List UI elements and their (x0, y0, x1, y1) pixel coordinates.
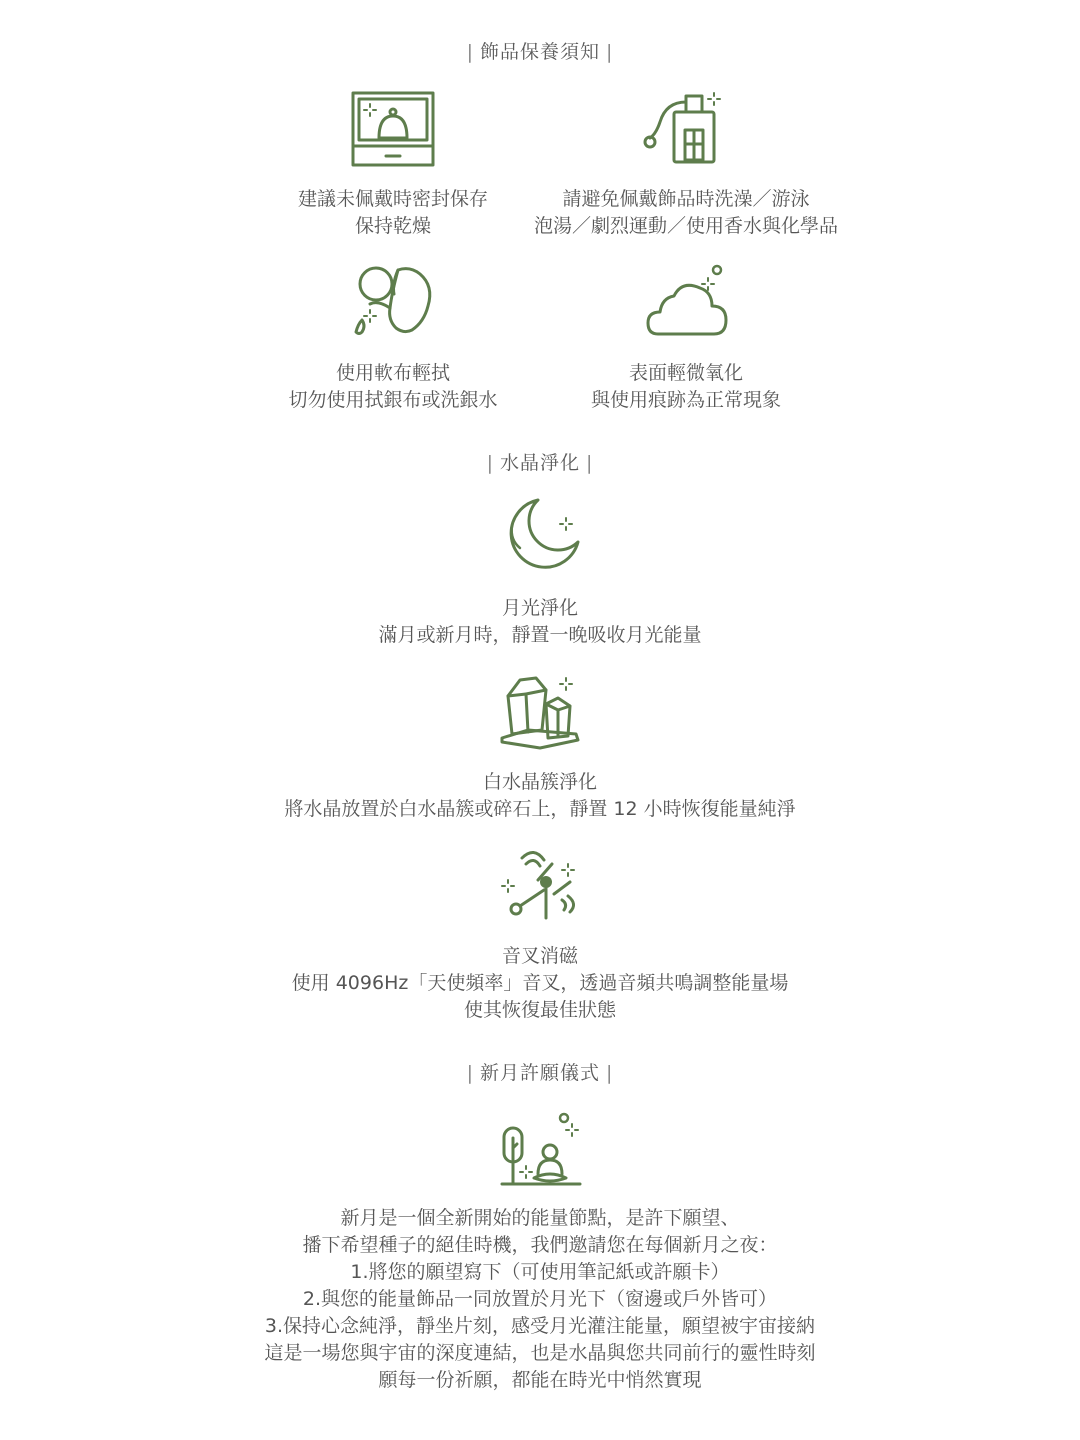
care-heading: | 飾品保養須知 | (466, 41, 614, 63)
care-item-3: 使用軟布輕拭 切勿使用拭銀布或洗銀水 (288, 362, 498, 411)
purify-item-moonlight: 月光淨化 滿月或新月時，靜置一晚吸收月光能量 (378, 597, 702, 646)
ritual-heading: | 新月許願儀式 | (466, 1062, 614, 1084)
ritual-text: 新月是一個全新開始的能量節點，是許下願望、 播下希望種子的絕佳時機，我們邀請您在每個新月之夜： 1.將您的願望寫下（可使用筆記紙或許願卡） 2.與您的能量飾品一同放置於月光下（窗邊或戶外皆可） 3.保持心念純淨，靜坐片刻，感受月光灌注能量，願望被宇宙接納 這是一場您與宇宙的深度連結，也是水晶與您共同前行的靈性時刻 願每一份祈願，都能在時光中悄然實現 (264, 1207, 816, 1391)
care-item-1: 建議未佩戴時密封保存 保持乾燥 (297, 188, 488, 237)
perfume-bottle-icon (640, 88, 730, 168)
sealed-jewelry-box-icon (350, 90, 436, 168)
purify-item-cluster: 白水晶簇淨化 將水晶放置於白水晶簇或碎石上，靜置 12 小時恢復能量純淨 (284, 771, 796, 820)
meditation-tree-icon (498, 1108, 584, 1188)
tuning-fork-icon (498, 846, 584, 924)
ritual-heading-text: 新月許願儀式 (479, 1062, 600, 1084)
crystal-cluster-icon (498, 674, 584, 752)
crescent-moon-icon (498, 496, 582, 572)
purify-heading-text: 水晶淨化 (499, 452, 580, 474)
purify-heading: | 水晶淨化 | (486, 452, 594, 474)
soft-cloth-wipe-icon (350, 264, 440, 340)
care-heading-text: 飾品保養須知 (479, 41, 600, 63)
care-item-2: 請避免佩戴飾品時洗澡／游泳 泡湯／劇烈運動／使用香水與化學品 (533, 188, 838, 237)
care-item-4: 表面輕微氧化 與使用痕跡為正常現象 (590, 362, 781, 411)
cloud-icon (644, 262, 734, 340)
purify-item-tuning-fork: 音叉消磁 使用 4096Hz「天使頻率」音叉，透過音頻共鳴調整能量場 使其恢復最佳狀態 (291, 945, 789, 1021)
